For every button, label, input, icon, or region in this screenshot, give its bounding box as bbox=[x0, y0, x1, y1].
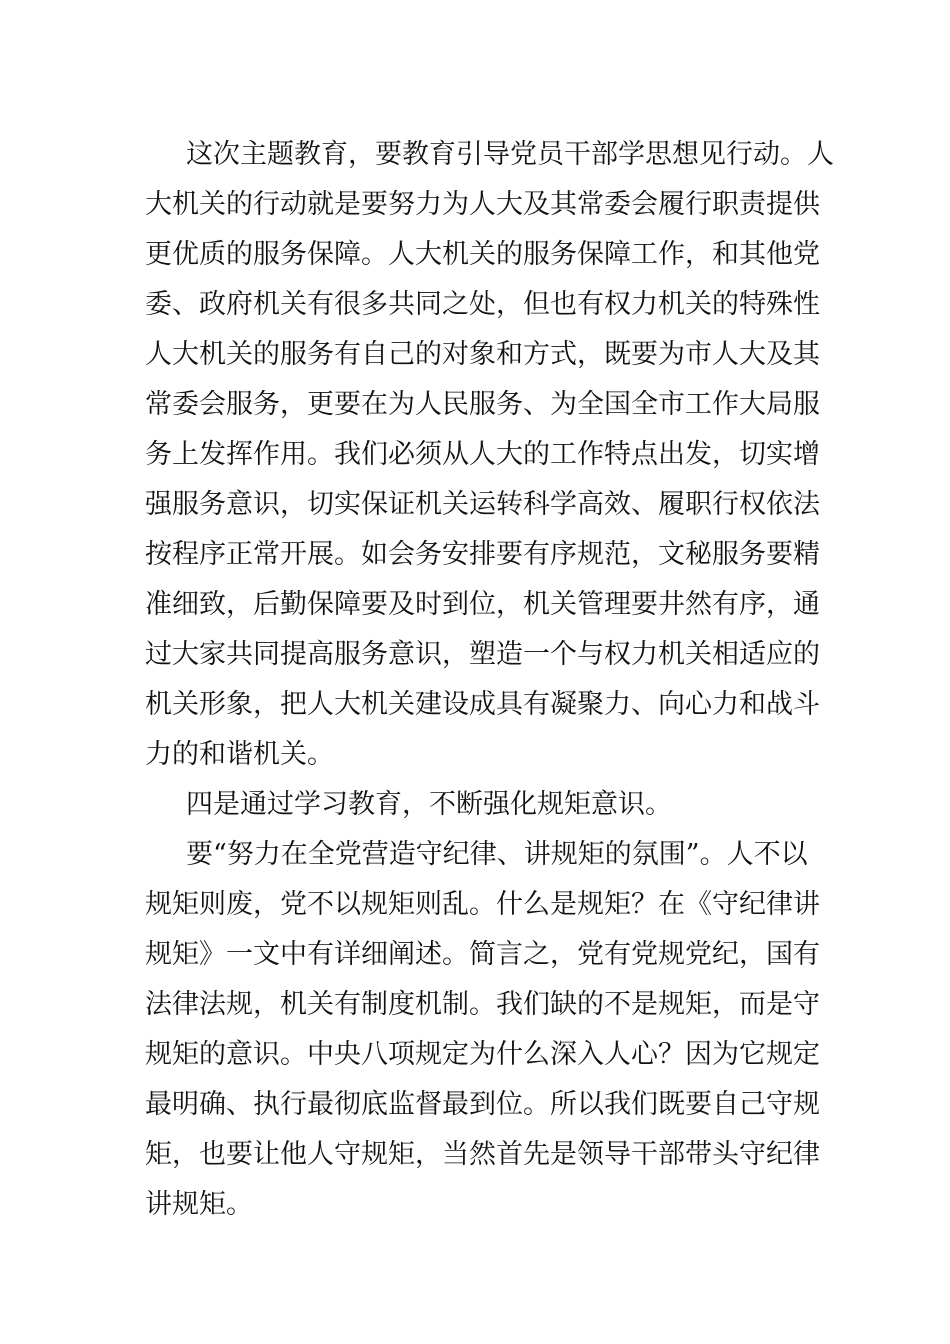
text-line: 大机关的行动就是要努力为人大及其常委会履行职责提供 bbox=[145, 189, 820, 220]
text-line: 委、政府机关有很多共同之处，但也有权力机关的特殊性 bbox=[145, 289, 820, 320]
text-line: 常委会服务，更要在为人民服务、为全国全市工作大局服 bbox=[145, 389, 820, 420]
text-line: 人大机关的服务有自己的对象和方式，既要为市人大及其 bbox=[145, 339, 820, 370]
text-line: 务上发挥作用。我们必须从人大的工作特点出发，切实增 bbox=[145, 439, 820, 470]
document-body bbox=[145, 130, 834, 1230]
text-line: 更优质的服务保障。人大机关的服务保障工作，和其他党 bbox=[145, 239, 820, 270]
text-line: 强服务意识，切实保证机关运转科学高效、履职行权依法 bbox=[145, 489, 820, 520]
text-line: 过大家共同提高服务意识，塑造一个与权力机关相适应的 bbox=[145, 639, 820, 670]
text-line: 准细致，后勤保障要及时到位，机关管理要井然有序，通 bbox=[145, 589, 820, 620]
text-line: 规矩则废，党不以规矩则乱。什么是规矩？在《守纪律讲 bbox=[145, 889, 820, 920]
text-line: 讲规矩。 bbox=[145, 1189, 253, 1220]
text-line: 最明确、执行最彻底监督最到位。所以我们既要自己守规 bbox=[145, 1089, 820, 1120]
text-line: 这次主题教育，要教育引导党员干部学思想见行动。人 bbox=[186, 139, 834, 170]
text-line: 法律法规，机关有制度机制。我们缺的不是规矩，而是守 bbox=[145, 989, 820, 1020]
text-line: 力的和谐机关。 bbox=[145, 739, 334, 770]
text-line: 机关形象，把人大机关建设成具有凝聚力、向心力和战斗 bbox=[145, 689, 820, 720]
text-line: 要“努力在全党营造守纪律、讲规矩的氛围”。人不以 bbox=[186, 839, 808, 870]
text-line: 按程序正常开展。如会务安排要有序规范，文秘服务要精 bbox=[145, 539, 820, 570]
text-line: 规矩》一文中有详细阐述。简言之，党有党规党纪，国有 bbox=[145, 939, 820, 970]
text-line: 矩，也要让他人守规矩，当然首先是领导干部带头守纪律 bbox=[145, 1139, 820, 1170]
section-heading: 四是通过学习教育，不断强化规矩意识。 bbox=[186, 789, 672, 820]
text-line: 规矩的意识。中央八项规定为什么深入人心？因为它规定 bbox=[145, 1039, 820, 1070]
